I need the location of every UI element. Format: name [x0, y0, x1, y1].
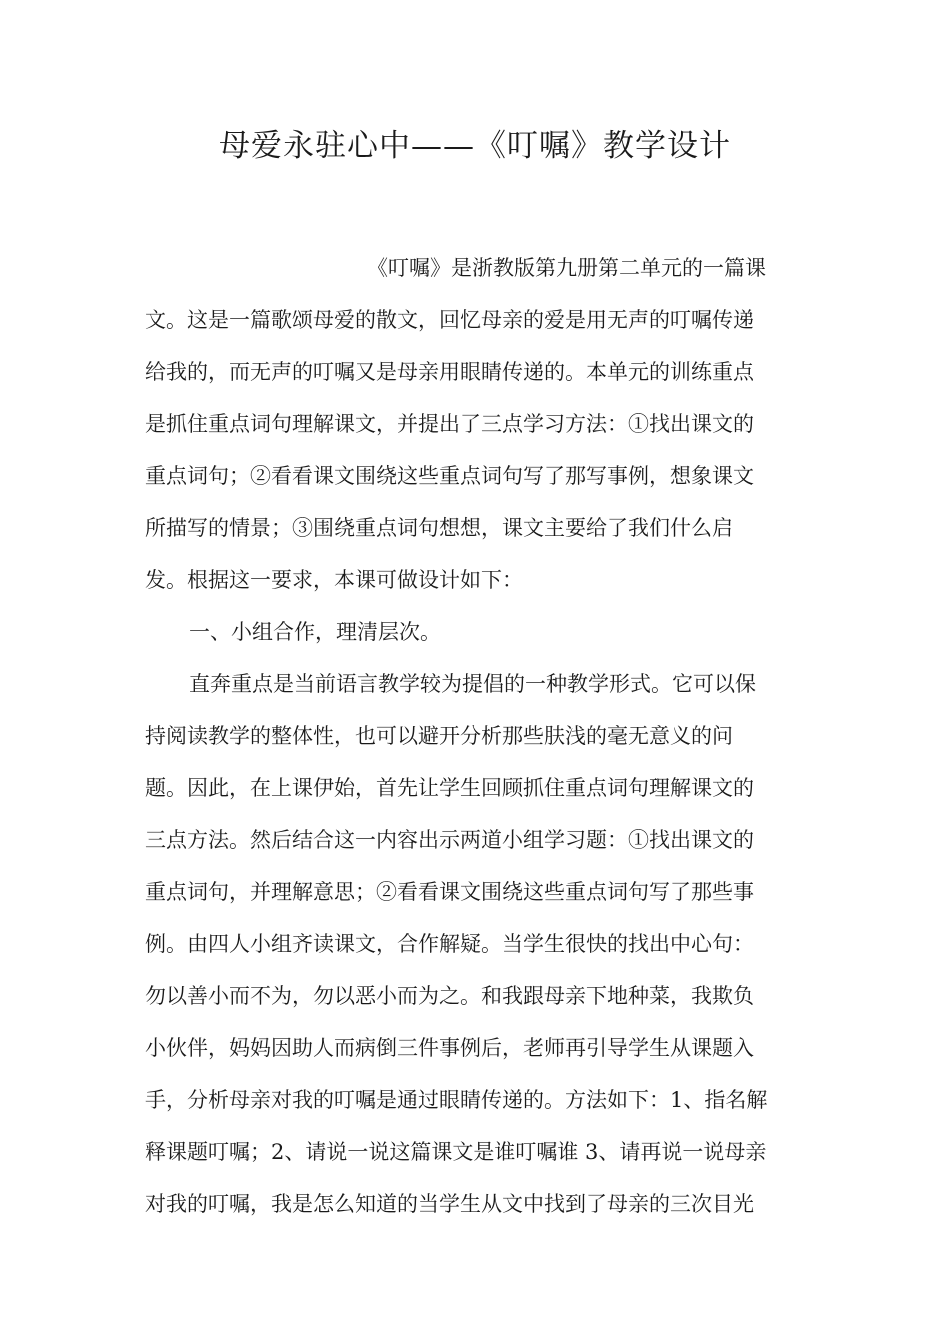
paragraph-line: 三点方法。然后结合这一内容出示两道小组学习题：①找出课文的: [145, 828, 754, 852]
document-body: [145, 242, 815, 1230]
paragraph-line: 手，分析母亲对我的叮嘱是通过眼睛传递的。方法如下：1、指名解: [145, 1088, 768, 1112]
paragraph-line: 文。这是一篇歌颂母爱的散文，回忆母亲的爱是用无声的叮嘱传递: [145, 308, 754, 332]
paragraph-line: 对我的叮嘱，我是怎么知道的当学生从文中找到了母亲的三次目光: [145, 1192, 754, 1216]
paragraph-line: 小伙伴，妈妈因助人而病倒三件事例后，老师再引导学生从课题入: [145, 1036, 754, 1060]
paragraph-line: 重点词句，并理解意思；②看看课文围绕这些重点词句写了那些事: [145, 880, 754, 904]
paragraph-line: 《叮嘱》是浙教版第九册第二单元的一篇课: [367, 256, 766, 280]
paragraph-line: 重点词句；②看看课文围绕这些重点词句写了那写事例，想象课文: [145, 464, 754, 488]
paragraph-line: 给我的，而无声的叮嘱又是母亲用眼睛传递的。本单元的训练重点: [145, 360, 754, 384]
paragraph-line: 题。因此，在上课伊始，首先让学生回顾抓住重点词句理解课文的: [145, 776, 754, 800]
paragraph-line: 发。根据这一要求，本课可做设计如下：: [145, 568, 523, 592]
paragraph-line: 持阅读教学的整体性，也可以避开分析那些肤浅的毫无意义的问: [145, 724, 733, 748]
paragraph-line: 所描写的情景；③围绕重点词句想想，课文主要给了我们什么启: [145, 516, 733, 540]
paragraph-line: 例。由四人小组齐读课文，合作解疑。当学生很快的找出中心句：: [145, 932, 754, 956]
paragraph-line: 勿以善小而不为，勿以恶小而为之。和我跟母亲下地种菜，我欺负: [145, 984, 754, 1008]
paragraph-line: 释课题叮嘱；2、请说一说这篇课文是谁叮嘱谁 3、请再说一说母亲: [145, 1140, 767, 1164]
paragraph-line: 是抓住重点词句理解课文，并提出了三点学习方法：①找出课文的: [145, 412, 754, 436]
document-title: 母爱永驻心中——《叮嘱》教学设计: [219, 128, 731, 164]
section-heading: 一、小组合作，理清层次。: [189, 620, 441, 644]
paragraph-line: 直奔重点是当前语言教学较为提倡的一种教学形式。它可以保: [189, 672, 756, 696]
